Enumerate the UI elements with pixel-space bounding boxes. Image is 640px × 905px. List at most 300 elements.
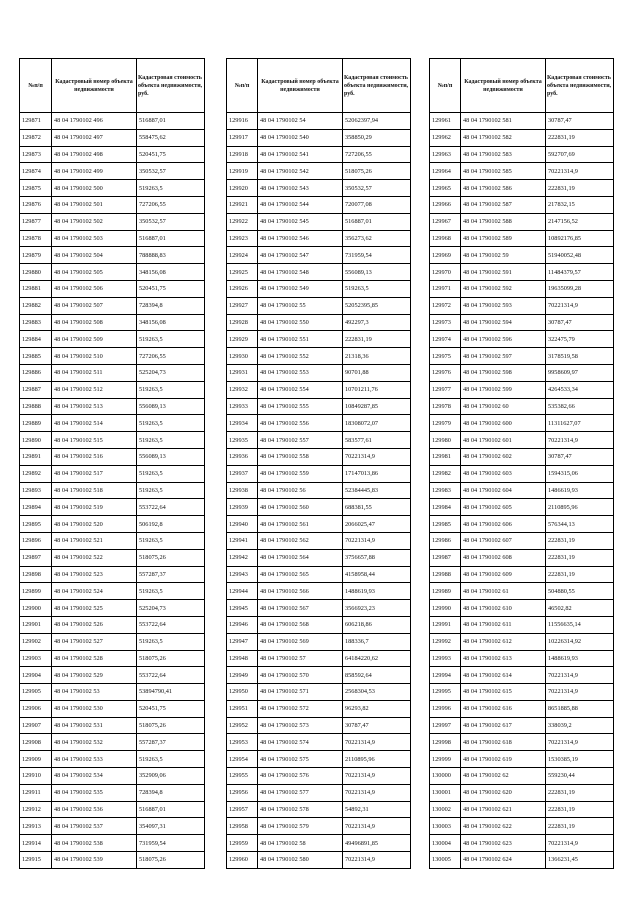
row-number: 129926 (227, 280, 258, 297)
cadastral-cost: 518075,26 (137, 717, 205, 734)
cadastral-number: 48 04 1790102 528 (52, 650, 137, 667)
row-number: 129921 (227, 196, 258, 213)
row-number: 129995 (430, 684, 461, 701)
cadastral-cost: 525204,73 (137, 600, 205, 617)
cadastral-number: 48 04 1790102 565 (258, 566, 343, 583)
table-row (227, 784, 411, 801)
row-number: 129883 (20, 314, 52, 331)
table-row (20, 768, 205, 785)
table-row (430, 650, 614, 667)
cadastral-number: 48 04 1790102 555 (258, 398, 343, 415)
table-row (430, 516, 614, 533)
cadastral-cost: 727206,55 (137, 348, 205, 365)
row-number: 129954 (227, 751, 258, 768)
table-row (430, 465, 614, 482)
table-row (20, 230, 205, 247)
table-row (20, 415, 205, 432)
row-number: 129976 (430, 364, 461, 381)
table-row (227, 751, 411, 768)
row-number: 129977 (430, 381, 461, 398)
cadastral-number: 48 04 1790102 535 (52, 784, 137, 801)
cadastral-cost: 217832,15 (546, 196, 614, 213)
table-row (430, 633, 614, 650)
cadastral-number: 48 04 1790102 519 (52, 499, 137, 516)
cadastral-cost: 519263,5 (137, 432, 205, 449)
row-number: 129933 (227, 398, 258, 415)
row-number: 129912 (20, 801, 52, 818)
row-number: 129880 (20, 264, 52, 281)
cadastral-cost: 1488619,93 (343, 583, 411, 600)
table-row (227, 667, 411, 684)
row-number: 129965 (430, 180, 461, 197)
cadastral-number: 48 04 1790102 501 (52, 196, 137, 213)
table-row (20, 364, 205, 381)
table-row (227, 415, 411, 432)
cadastral-cost: 2110895,96 (546, 499, 614, 516)
row-number: 129990 (430, 600, 461, 617)
table-row (430, 768, 614, 785)
row-number: 130005 (430, 852, 461, 869)
table-row (20, 180, 205, 197)
table-row (227, 432, 411, 449)
cadastral-number: 48 04 1790102 557 (258, 432, 343, 449)
row-number: 129887 (20, 381, 52, 398)
cadastral-cost: 858592,64 (343, 667, 411, 684)
table-row (430, 348, 614, 365)
cadastral-number: 48 04 1790102 561 (258, 516, 343, 533)
cadastral-number: 48 04 1790102 599 (461, 381, 546, 398)
cadastral-cost: 720077,08 (343, 196, 411, 213)
cadastral-cost: 3178519,58 (546, 348, 614, 365)
table-row (227, 146, 411, 163)
table-row (227, 734, 411, 751)
table-row (430, 163, 614, 180)
cadastral-number: 48 04 1790102 553 (258, 364, 343, 381)
row-number: 129936 (227, 448, 258, 465)
cadastral-cost: 506192,8 (137, 516, 205, 533)
cadastral-cost: 2110895,96 (343, 751, 411, 768)
table-row (227, 684, 411, 701)
table-row (430, 751, 614, 768)
cadastral-number: 48 04 1790102 622 (461, 818, 546, 835)
cadastral-cost: 558475,62 (137, 129, 205, 146)
row-number: 129940 (227, 516, 258, 533)
row-number: 129987 (430, 549, 461, 566)
cadastral-cost: 520451,75 (137, 700, 205, 717)
row-number: 129967 (430, 213, 461, 230)
cadastral-cost: 731959,54 (343, 247, 411, 264)
cadastral-number: 48 04 1790102 534 (52, 768, 137, 785)
cadastral-number: 48 04 1790102 60 (461, 398, 546, 415)
cadastral-number: 48 04 1790102 571 (258, 684, 343, 701)
cadastral-number: 48 04 1790102 543 (258, 180, 343, 197)
cadastral-number: 48 04 1790102 589 (461, 230, 546, 247)
cadastral-cost: 556089,13 (343, 264, 411, 281)
cadastral-number: 48 04 1790102 577 (258, 784, 343, 801)
cadastral-cost: 49496891,85 (343, 835, 411, 852)
row-number: 129885 (20, 348, 52, 365)
row-number: 129991 (430, 616, 461, 633)
cadastral-cost: 1530385,19 (546, 751, 614, 768)
cadastral-number: 48 04 1790102 525 (52, 600, 137, 617)
cadastral-cost: 52062397,94 (343, 113, 411, 130)
row-number: 129914 (20, 835, 52, 852)
table-row (227, 700, 411, 717)
row-number: 129937 (227, 465, 258, 482)
cadastral-cost: 70221314,9 (546, 163, 614, 180)
cadastral-number: 48 04 1790102 533 (52, 751, 137, 768)
cadastral-number: 48 04 1790102 54 (258, 113, 343, 130)
cadastral-cost: 70221314,9 (343, 784, 411, 801)
cadastral-number: 48 04 1790102 606 (461, 516, 546, 533)
cadastral-cost: 2066025,47 (343, 516, 411, 533)
row-number: 129905 (20, 684, 52, 701)
table-row (227, 448, 411, 465)
table-row (227, 633, 411, 650)
row-number: 129975 (430, 348, 461, 365)
row-number: 129916 (227, 113, 258, 130)
table-row (20, 650, 205, 667)
cadastral-cost: 556089,13 (137, 448, 205, 465)
cadastral-number: 48 04 1790102 570 (258, 667, 343, 684)
row-number: 129881 (20, 280, 52, 297)
cadastral-cost: 90701,88 (343, 364, 411, 381)
row-number: 129945 (227, 600, 258, 617)
cadastral-number: 48 04 1790102 580 (258, 852, 343, 869)
cadastral-cost: 21318,36 (343, 348, 411, 365)
row-number: 129997 (430, 717, 461, 734)
row-number: 129910 (20, 768, 52, 785)
row-number: 129915 (20, 852, 52, 869)
row-number: 129969 (430, 247, 461, 264)
cadastral-number: 48 04 1790102 621 (461, 801, 546, 818)
table-row (227, 398, 411, 415)
row-number: 129909 (20, 751, 52, 768)
cadastral-number: 48 04 1790102 503 (52, 230, 137, 247)
table-row (430, 113, 614, 130)
table-row (20, 549, 205, 566)
cadastral-cost: 519263,5 (137, 583, 205, 600)
table-row (20, 213, 205, 230)
cadastral-number: 48 04 1790102 59 (461, 247, 546, 264)
row-number: 129901 (20, 616, 52, 633)
cadastral-cost: 553722,64 (137, 667, 205, 684)
row-number: 129889 (20, 415, 52, 432)
table-row (430, 499, 614, 516)
cadastral-table-3 (429, 58, 614, 869)
cadastral-cost: 525204,73 (137, 364, 205, 381)
cadastral-cost: 518075,26 (137, 852, 205, 869)
cadastral-cost: 2147156,52 (546, 213, 614, 230)
table-row (20, 734, 205, 751)
cadastral-cost: 583577,61 (343, 432, 411, 449)
cadastral-cost: 1486619,93 (546, 482, 614, 499)
cadastral-number: 48 04 1790102 550 (258, 314, 343, 331)
row-number: 129913 (20, 818, 52, 835)
row-number: 129873 (20, 146, 52, 163)
table-row (430, 196, 614, 213)
cadastral-number: 48 04 1790102 504 (52, 247, 137, 264)
row-number: 129934 (227, 415, 258, 432)
table-row (20, 700, 205, 717)
row-number: 129985 (430, 516, 461, 533)
table-row (430, 717, 614, 734)
cadastral-cost: 222831,19 (546, 129, 614, 146)
table-row (227, 280, 411, 297)
cadastral-cost: 350532,57 (137, 163, 205, 180)
table-row (20, 499, 205, 516)
cadastral-number: 48 04 1790102 548 (258, 264, 343, 281)
cadastral-cost: 516887,01 (137, 230, 205, 247)
table-row (430, 180, 614, 197)
cadastral-cost: 350532,57 (137, 213, 205, 230)
cadastral-number: 48 04 1790102 600 (461, 415, 546, 432)
row-number: 129961 (430, 113, 461, 130)
cadastral-cost: 520451,75 (137, 280, 205, 297)
table-row (227, 516, 411, 533)
table-row (430, 600, 614, 617)
cadastral-cost: 10892176,85 (546, 230, 614, 247)
row-number: 129897 (20, 549, 52, 566)
row-number: 129895 (20, 516, 52, 533)
cadastral-cost: 30787,47 (546, 314, 614, 331)
table-row (20, 717, 205, 734)
table-row (227, 616, 411, 633)
cadastral-number: 48 04 1790102 53 (52, 684, 137, 701)
table-row (227, 314, 411, 331)
cadastral-cost: 30787,47 (546, 113, 614, 130)
cadastral-number: 48 04 1790102 593 (461, 297, 546, 314)
cadastral-cost: 728394,8 (137, 297, 205, 314)
row-number: 129874 (20, 163, 52, 180)
table-row (20, 684, 205, 701)
row-number: 129943 (227, 566, 258, 583)
table-row (20, 146, 205, 163)
row-number: 129959 (227, 835, 258, 852)
cadastral-number: 48 04 1790102 556 (258, 415, 343, 432)
cadastral-cost: 70221314,9 (546, 667, 614, 684)
cadastral-number: 48 04 1790102 508 (52, 314, 137, 331)
cadastral-number: 48 04 1790102 505 (52, 264, 137, 281)
row-number: 129917 (227, 129, 258, 146)
table-row (20, 818, 205, 835)
table-row (20, 280, 205, 297)
row-number: 129944 (227, 583, 258, 600)
cadastral-number: 48 04 1790102 549 (258, 280, 343, 297)
cadastral-number: 48 04 1790102 512 (52, 381, 137, 398)
cadastral-number: 48 04 1790102 530 (52, 700, 137, 717)
cadastral-cost: 519263,5 (137, 381, 205, 398)
cadastral-number: 48 04 1790102 516 (52, 448, 137, 465)
cadastral-cost: 516887,01 (137, 113, 205, 130)
table-row (20, 600, 205, 617)
row-number: 129962 (430, 129, 461, 146)
table-row (20, 784, 205, 801)
table-row (20, 314, 205, 331)
table-row (20, 247, 205, 264)
table-row (227, 230, 411, 247)
table-row (430, 700, 614, 717)
row-number: 129953 (227, 734, 258, 751)
cadastral-cost: 70221314,9 (343, 734, 411, 751)
table-row (430, 482, 614, 499)
table-row (20, 852, 205, 869)
cadastral-cost: 9958609,97 (546, 364, 614, 381)
header-cadastral-cost: Кадастровая стоимость объекта недвижимости, руб. (546, 59, 614, 113)
cadastral-number: 48 04 1790102 576 (258, 768, 343, 785)
cadastral-number: 48 04 1790102 547 (258, 247, 343, 264)
cadastral-cost: 96293,82 (343, 700, 411, 717)
row-number: 129980 (430, 432, 461, 449)
row-number: 129993 (430, 650, 461, 667)
cadastral-cost: 518075,26 (137, 549, 205, 566)
cadastral-number: 48 04 1790102 605 (461, 499, 546, 516)
cadastral-number: 48 04 1790102 511 (52, 364, 137, 381)
cadastral-cost: 222831,19 (546, 801, 614, 818)
cadastral-number: 48 04 1790102 575 (258, 751, 343, 768)
table-row (430, 331, 614, 348)
cadastral-cost: 10849287,85 (343, 398, 411, 415)
cadastral-number: 48 04 1790102 587 (461, 196, 546, 213)
row-number: 129982 (430, 465, 461, 482)
row-number: 129992 (430, 633, 461, 650)
row-number: 129896 (20, 532, 52, 549)
table-row (430, 801, 614, 818)
cadastral-number: 48 04 1790102 562 (258, 532, 343, 549)
cadastral-number: 48 04 1790102 594 (461, 314, 546, 331)
row-number: 129989 (430, 583, 461, 600)
cadastral-number: 48 04 1790102 510 (52, 348, 137, 365)
row-number: 129986 (430, 532, 461, 549)
cadastral-number: 48 04 1790102 509 (52, 331, 137, 348)
table-row (430, 667, 614, 684)
cadastral-cost: 519263,5 (137, 331, 205, 348)
cadastral-number: 48 04 1790102 506 (52, 280, 137, 297)
row-number: 129872 (20, 129, 52, 146)
table-row (227, 364, 411, 381)
table-row (20, 616, 205, 633)
row-number: 129888 (20, 398, 52, 415)
table-row (20, 566, 205, 583)
table-row (227, 180, 411, 197)
row-number: 129898 (20, 566, 52, 583)
cadastral-number: 48 04 1790102 612 (461, 633, 546, 650)
cadastral-cost: 576344,13 (546, 516, 614, 533)
row-number: 129891 (20, 448, 52, 465)
header-row (20, 59, 205, 113)
table-row (227, 583, 411, 600)
table-row (227, 835, 411, 852)
row-number: 129981 (430, 448, 461, 465)
row-number: 130003 (430, 818, 461, 835)
cadastral-cost: 350532,57 (343, 180, 411, 197)
cadastral-cost: 727206,55 (137, 196, 205, 213)
row-number: 129946 (227, 616, 258, 633)
cadastral-number: 48 04 1790102 614 (461, 667, 546, 684)
table-row (20, 835, 205, 852)
cadastral-cost: 519263,5 (137, 532, 205, 549)
table-row (20, 264, 205, 281)
cadastral-cost: 70221314,9 (343, 768, 411, 785)
row-number: 129920 (227, 180, 258, 197)
cadastral-cost: 519263,5 (137, 415, 205, 432)
cadastral-cost: 54892,31 (343, 801, 411, 818)
cadastral-cost: 688381,55 (343, 499, 411, 516)
cadastral-number: 48 04 1790102 546 (258, 230, 343, 247)
table-row (227, 348, 411, 365)
cadastral-cost: 2568304,53 (343, 684, 411, 701)
cadastral-cost: 322475,79 (546, 331, 614, 348)
row-number: 129978 (430, 398, 461, 415)
row-number: 129963 (430, 146, 461, 163)
cadastral-number: 48 04 1790102 56 (258, 482, 343, 499)
table-row (20, 196, 205, 213)
cadastral-number: 48 04 1790102 541 (258, 146, 343, 163)
table-row (227, 196, 411, 213)
row-number: 129972 (430, 297, 461, 314)
table-row (430, 818, 614, 835)
cadastral-cost: 10701211,76 (343, 381, 411, 398)
table-row (227, 247, 411, 264)
table-row (430, 784, 614, 801)
row-number: 130002 (430, 801, 461, 818)
cadastral-number: 48 04 1790102 499 (52, 163, 137, 180)
row-number: 129893 (20, 482, 52, 499)
cadastral-cost: 520451,75 (137, 146, 205, 163)
row-number: 129973 (430, 314, 461, 331)
cadastral-cost: 553722,64 (137, 616, 205, 633)
table-row (430, 398, 614, 415)
cadastral-number: 48 04 1790102 554 (258, 381, 343, 398)
table-row (430, 381, 614, 398)
row-number: 129984 (430, 499, 461, 516)
cadastral-cost: 64184220,62 (343, 650, 411, 667)
row-number: 129938 (227, 482, 258, 499)
cadastral-cost: 18308072,07 (343, 415, 411, 432)
row-number: 129939 (227, 499, 258, 516)
row-number: 129947 (227, 633, 258, 650)
table-row (20, 129, 205, 146)
cadastral-cost: 70221314,9 (343, 852, 411, 869)
cadastral-number: 48 04 1790102 608 (461, 549, 546, 566)
row-number: 130001 (430, 784, 461, 801)
row-number: 129923 (227, 230, 258, 247)
cadastral-cost: 4264533,34 (546, 381, 614, 398)
row-number: 129960 (227, 852, 258, 869)
cadastral-number: 48 04 1790102 581 (461, 113, 546, 130)
cadastral-number: 48 04 1790102 583 (461, 146, 546, 163)
cadastral-number: 48 04 1790102 568 (258, 616, 343, 633)
row-number: 129956 (227, 784, 258, 801)
cadastral-cost: 352909,06 (137, 768, 205, 785)
table-row (20, 532, 205, 549)
cadastral-cost: 30787,47 (546, 448, 614, 465)
row-number: 129907 (20, 717, 52, 734)
table-row (227, 297, 411, 314)
row-number: 129931 (227, 364, 258, 381)
table-row (430, 415, 614, 432)
table-row (430, 734, 614, 751)
cadastral-cost: 557287,37 (137, 566, 205, 583)
cadastral-number: 48 04 1790102 591 (461, 264, 546, 281)
row-number: 129894 (20, 499, 52, 516)
row-number: 129941 (227, 532, 258, 549)
row-number: 129928 (227, 314, 258, 331)
cadastral-number: 48 04 1790102 558 (258, 448, 343, 465)
cadastral-number: 48 04 1790102 545 (258, 213, 343, 230)
cadastral-cost: 46502,82 (546, 600, 614, 617)
cadastral-cost: 222831,19 (546, 818, 614, 835)
